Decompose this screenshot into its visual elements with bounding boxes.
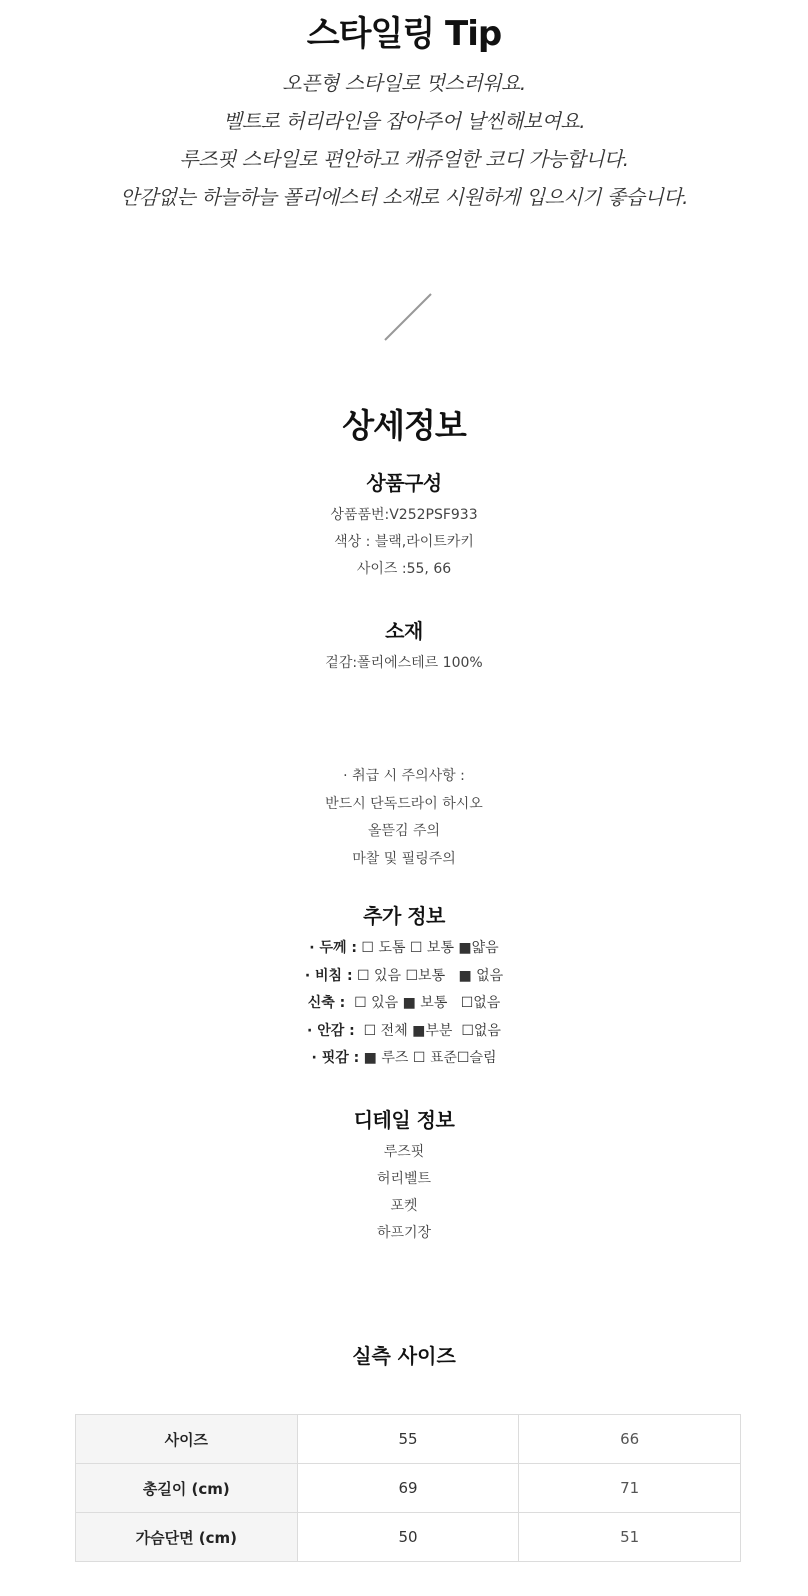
row-label: · 핏감 : [311,1050,360,1066]
size-table-title: 실측 사이즈 [352,1344,456,1368]
row-label: · 두께 : [309,940,357,956]
product-sizes: 사이즈 :55, 66 [356,561,452,577]
material-section [0,616,808,677]
care-line: 반드시 단독드라이 하시오 [325,795,483,812]
care-line: · 취급 시 주의사항 : [343,768,465,784]
tip-line: 오픈형 스타일로 멋스러워요. [282,71,526,95]
table-cell: 71 [519,1464,741,1513]
slash-divider [383,292,435,344]
extra-info-title: 추가 정보 [363,904,445,928]
detail-line: 하프기장 [376,1225,432,1241]
table-row [76,1513,741,1562]
extra-info-section [0,901,808,1073]
table-cell: 69 [297,1464,519,1513]
care-instructions [0,763,808,873]
row-label: 신축 : [307,995,346,1011]
fit-row [0,1045,808,1073]
thickness-row [0,935,808,963]
material-line: 겉감:폴리에스테르 100% [325,655,483,671]
row-value: ■ 루즈 ☐ 표준☐슬림 [359,1050,497,1066]
detail-info-section [0,1105,808,1247]
material-title: 소재 [385,619,423,643]
detail-line: 루즈핏 [383,1144,425,1160]
row-header: 총길이 (cm) [76,1464,298,1513]
row-label: · 안감 : [307,1022,355,1039]
row-header: 사이즈 [76,1415,298,1464]
detail-line: 허리벨트 [376,1171,432,1187]
table-row [76,1464,741,1513]
sheerness-row [0,963,808,991]
composition-title: 상품구성 [366,471,442,495]
tip-line: 안감없는 하늘하늘 폴리에스터 소재로 시원하게 입으시기 좋습니다. [120,185,688,209]
product-code: 상품품번:V252PSF933 [330,507,478,523]
tip-line: 루즈핏 스타일로 편안하고 캐쥬얼한 코디 가능합니다. [179,147,629,171]
composition-section [0,468,808,583]
styling-tip-title: 스타일링 Tip [306,14,502,54]
table-cell: 50 [297,1513,519,1562]
row-header: 가슴단면 (cm) [76,1513,298,1562]
row-label: · 비침 : [304,967,353,984]
table-cell: 51 [519,1513,741,1562]
styling-tip-lines [0,64,808,216]
table-row [76,1415,741,1464]
tip-line: 벨트로 허리라인을 잡아주어 날씬해보여요. [222,109,586,133]
lining-row [0,1018,808,1046]
row-value: ☐ 있음 ■ 보통 ☐없음 [345,995,501,1011]
table-cell: 66 [519,1415,741,1464]
size-table [75,1414,741,1562]
stretch-row [0,990,808,1018]
detail-line: 포켓 [390,1198,418,1214]
detail-info-subtitle: 디테일 정보 [353,1108,455,1132]
care-line: 올뜯김 주의 [367,823,441,839]
detail-info-title: 상세정보 [342,406,466,445]
row-value: ☐ 전체 ■부분 ☐없음 [354,1022,501,1039]
row-value: ☐ 도톰 ☐ 보통 ■얇음 [356,940,499,956]
product-color: 색상 : 블랙,라이트카키 [334,534,474,550]
row-value: ☐ 있음 ☐보통 ■ 없음 [352,967,504,984]
care-line: 마찰 및 필링주의 [352,850,456,867]
table-cell: 55 [297,1415,519,1464]
